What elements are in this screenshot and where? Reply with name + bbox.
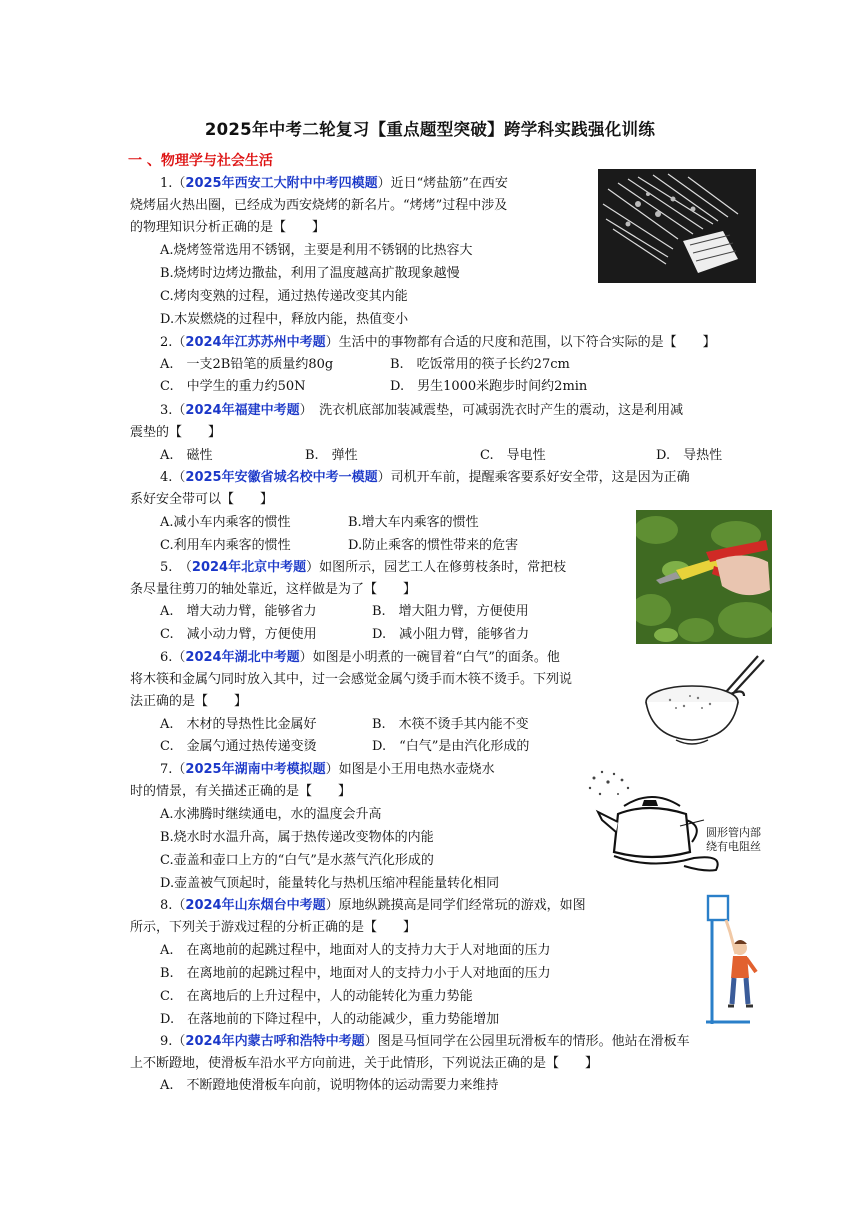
q1-grill-photo bbox=[598, 169, 756, 283]
q8-option-c: C. 在离地后的上升过程中，人的动能转化为重力势能 bbox=[160, 989, 473, 1004]
q4-line1 bbox=[160, 468, 690, 488]
q4-option-c: C.利用车内乘客的惯性 bbox=[160, 538, 291, 553]
q6-number: 6.（ bbox=[160, 650, 186, 665]
q4-option-a: A.减小车内乘客的惯性 bbox=[160, 515, 291, 530]
q7-kettle-figure bbox=[584, 766, 772, 874]
q4-option-d: D.防止乘客的惯性带来的危害 bbox=[348, 538, 519, 553]
q5-text: ）如图所示，园艺工人在修剪枝条时，常把枝 bbox=[306, 560, 567, 575]
q5-pruning-shears-photo bbox=[636, 510, 772, 644]
q7-text: ）如图是小王用电热水壶烧水 bbox=[325, 762, 495, 777]
q1-option-c: C.烤肉变熟的过程，通过热传递改变其内能 bbox=[160, 289, 408, 304]
q8-line1 bbox=[160, 896, 586, 916]
q4-option-b: B.增大车内乘客的惯性 bbox=[348, 515, 479, 530]
q8-source: 2024年山东烟台中考题 bbox=[185, 898, 326, 913]
q5-option-b: B. 增大阻力臂，方便使用 bbox=[372, 604, 529, 619]
q7-number: 7.（ bbox=[160, 762, 186, 777]
q7-figure-label-line2: 绕有电阻丝 bbox=[706, 840, 761, 853]
q1-text: ）近日“烤盐筋”在西安 bbox=[377, 176, 508, 191]
q7-figure-label bbox=[706, 826, 761, 854]
q1-line3: 的物理知识分析正确的是【 】 bbox=[130, 220, 326, 235]
q3-option-c: C. 导电性 bbox=[480, 448, 546, 463]
q4-source: 2025年安徽省城名校中考一模题 bbox=[185, 470, 378, 485]
q2-line1 bbox=[160, 333, 716, 353]
q7-line1 bbox=[160, 760, 495, 780]
q1-source: 2025年西安工大附中中考四模题 bbox=[185, 176, 378, 191]
page-title: 2025年中考二轮复习【重点题型突破】跨学科实践强化训练 bbox=[204, 120, 656, 139]
q1-option-b: B.烧烤时边烤边撒盐，利用了温度越高扩散现象越慢 bbox=[160, 266, 460, 281]
q3-source: 2024年福建中考题 bbox=[185, 403, 300, 418]
q8-text: ）原地纵跳摸高是同学们经常玩的游戏，如图 bbox=[325, 898, 586, 913]
q6-option-a: A. 木材的导热性比金属好 bbox=[160, 717, 317, 732]
q7-option-d: D.壶盖被气顶起时，能量转化与热机压缩冲程能量转化相同 bbox=[160, 876, 500, 891]
q9-number: 9.（ bbox=[160, 1034, 186, 1049]
q3-text: ） 洗衣机底部加装减震垫，可减弱洗衣时产生的震动，这是利用减 bbox=[299, 403, 684, 418]
q5-line1 bbox=[160, 558, 566, 578]
q1-option-a: A.烧烤签常选用不锈钢，主要是利用不锈钢的比热容大 bbox=[160, 243, 473, 258]
q7-option-b: B.烧水时水温升高，属于热传递改变物体的内能 bbox=[160, 830, 434, 845]
q7-option-c: C.壶盖和壶口上方的“白气”是水蒸气汽化形成的 bbox=[160, 853, 434, 868]
q6-option-c: C. 金属勺通过热传递变烫 bbox=[160, 739, 317, 754]
q2-text: ）生活中的事物都有合适的尺度和范围，以下符合实际的是【 】 bbox=[325, 335, 716, 350]
q9-option-a: A. 不断蹬地使滑板车向前，说明物体的运动需要力来维持 bbox=[160, 1078, 499, 1093]
q5-option-c: C. 减小动力臂，方便使用 bbox=[160, 627, 317, 642]
q4-number: 4.（ bbox=[160, 470, 186, 485]
section-heading: 一 、物理学与社会生活 bbox=[128, 153, 273, 169]
q7-option-a: A.水沸腾时继续通电，水的温度会升高 bbox=[160, 807, 382, 822]
q9-source: 2024年内蒙古呼和浩特中考题 bbox=[185, 1034, 365, 1049]
q5-number: 5. （ bbox=[160, 560, 192, 575]
q5-option-d: D. 减小阻力臂，能够省力 bbox=[372, 627, 530, 642]
q8-option-b: B. 在离地前的起跳过程中，地面对人的支持力小于人对地面的压力 bbox=[160, 966, 551, 981]
q3-option-a: A. 磁性 bbox=[160, 448, 213, 463]
q6-text: ）如图是小明煮的一碗冒着“白气”的面条。他 bbox=[299, 650, 560, 665]
q6-line2: 将木筷和金属勺同时放入其中，过一会感觉金属勺烫手而木筷不烫手。下列说 bbox=[130, 672, 573, 687]
q2-option-d: D. 男生1000米跑步时间约2min bbox=[390, 379, 588, 394]
q6-option-b: B. 木筷不烫手其内能不变 bbox=[372, 717, 529, 732]
q8-jump-figure bbox=[700, 892, 776, 1026]
q5-line2: 条尽量往剪刀的轴处靠近，这样做是为了【 】 bbox=[130, 582, 417, 597]
q6-line1 bbox=[160, 648, 560, 668]
q6-line3: 法正确的是【 】 bbox=[130, 694, 248, 709]
q1-option-d: D.木炭燃烧的过程中，释放内能，热值变小 bbox=[160, 312, 409, 327]
q3-line1 bbox=[160, 401, 683, 421]
q3-option-b: B. 弹性 bbox=[305, 448, 358, 463]
q3-number: 3.（ bbox=[160, 403, 186, 418]
q2-source: 2024年江苏苏州中考题 bbox=[185, 335, 326, 350]
q6-option-d: D. “白气”是由汽化形成的 bbox=[372, 739, 530, 754]
q9-line1 bbox=[160, 1032, 690, 1052]
q3-line2: 震垫的【 】 bbox=[130, 425, 222, 440]
q2-option-c: C. 中学生的重力约50N bbox=[160, 379, 306, 394]
q7-figure-label-line1: 圆形管内部 bbox=[706, 826, 761, 839]
q7-source: 2025年湖南中考模拟题 bbox=[185, 762, 326, 777]
q2-option-a: A. 一支2B铅笔的质量约80g bbox=[160, 357, 334, 372]
q5-source: 2024年北京中考题 bbox=[191, 560, 307, 575]
q1-line2: 烧烤届火热出圈，已经成为西安烧烤的新名片。“烤烤”过程中涉及 bbox=[130, 198, 508, 213]
q8-option-d: D. 在落地前的下降过程中，人的动能减少，重力势能增加 bbox=[160, 1012, 500, 1027]
q4-text: ）司机开车前，提醒乘客要系好安全带，这是因为正确 bbox=[377, 470, 690, 485]
q3-option-d: D. 导热性 bbox=[656, 448, 723, 463]
q1-line1 bbox=[160, 174, 508, 194]
q8-number: 8.（ bbox=[160, 898, 186, 913]
q4-line2: 系好安全带可以【 】 bbox=[130, 492, 274, 507]
q1-number: 1.（ bbox=[160, 176, 186, 191]
q9-text: ）图是马恒同学在公园里玩滑板车的情形。他站在滑板车 bbox=[364, 1034, 690, 1049]
q2-option-b: B. 吃饭常用的筷子长约27cm bbox=[390, 357, 570, 372]
q2-number: 2.（ bbox=[160, 335, 186, 350]
q8-option-a: A. 在离地前的起跳过程中，地面对人的支持力大于人对地面的压力 bbox=[160, 943, 551, 958]
q5-option-a: A. 增大动力臂，能够省力 bbox=[160, 604, 317, 619]
q6-source: 2024年湖北中考题 bbox=[185, 650, 300, 665]
q6-noodle-bowl-figure bbox=[640, 652, 766, 750]
q7-line2: 时的情景，有关描述正确的是【 】 bbox=[130, 784, 352, 799]
q8-line2: 所示，下列关于游戏过程的分析正确的是【 】 bbox=[130, 920, 417, 935]
q9-line2: 上不断蹬地，使滑板车沿水平方向前进，关于此情形，下列说法正确的是【 】 bbox=[130, 1056, 599, 1071]
